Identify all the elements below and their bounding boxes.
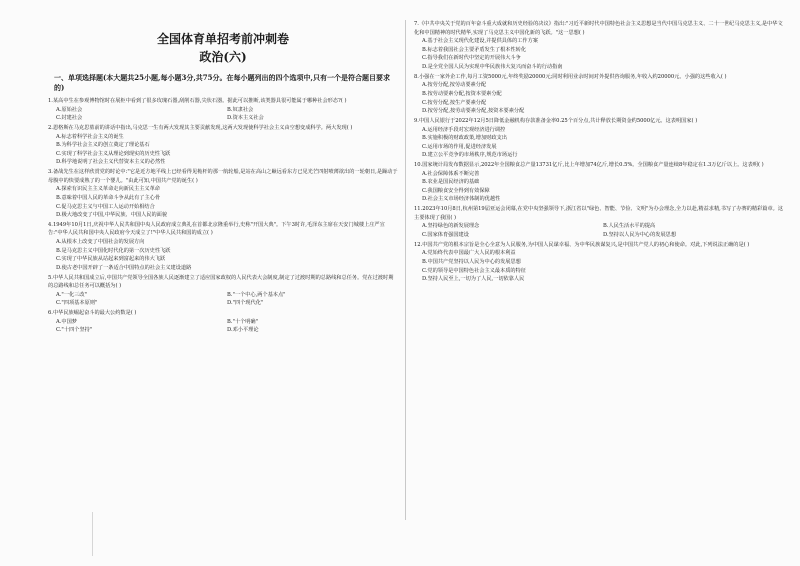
question-stem: 7.《中共中央关于党的百年奋斗重大成就和历史经验的决议》指出:"习近平新时代中国特色社会主义思想是当代中国马克思主义、二十一世纪马克思主义,是中华文化和中国精神的时代精华,实现了马克思主义中国化新的飞跃。"这一思想( ) [414,21,783,36]
answer-option: D.坚持人民至上,一切为了人民,一切依靠人民 [422,276,525,283]
answer-option: B.农业是国民经济的基础 [422,179,480,186]
option-list [414,170,784,204]
answer-option: C.国家体育强国建设 [422,232,469,238]
question-stem: 5.中华人民共和国成立后,中国共产党领导全国各族人民逐渐建立了适应国家政权的人民代表大会制度,制定了过渡时期的总路线和总任务。党在过渡时期的总路线和总任务可以概括为( ) [48,274,394,290]
answer-option: A.坚持绿色的新发展理念 [422,223,480,230]
answer-option: B.是马克思主义中国化时代化的第一次历史性飞跃 [56,247,171,254]
answer-option: D.社会主义市场经济体制的优越性 [422,196,501,203]
answer-option: A.社会保障体系不断完善 [422,170,480,177]
question-stem: 12.中国共产党的根本宗旨是全心全意为人民服务,为中国人民谋幸福、为中华民族谋复兴,是中国共产党人的初心和使命。对此,下列说法正确的是( ) [414,241,750,248]
answer-option: B.意味着中国人民的革命斗争从此有了主心骨 [56,194,161,201]
answer-option: C.封建社会 [56,115,83,122]
question-stem: 9.中国人民银行于2022年12月5日降低金融机构存款准备金率0.25个百分点,共计释放长期资金约5000亿元。这表明国家( ) [414,117,698,124]
option-list [48,133,398,167]
left-column [48,28,398,533]
question-item [414,20,784,72]
answer-option: D.坚持以人民为中心的发展思想 [603,232,677,238]
answer-option: C."十四个坚持" [56,327,93,334]
section-heading: 一、单项选择题(本大题共25小题,每小题3分,共75分。在每小题列出的四个选项中,只有一个是符合题目要求的) [54,73,390,92]
question-item [48,221,398,273]
question-item [48,168,398,220]
answer-option: B.人民生活水平的提高 [603,223,656,230]
answer-option: C.实现了科学社会主义从理论到现实的历史性飞跃 [56,150,171,157]
answer-option: A.基于社会主义现代化建设,并提供具体的工作方案 [422,38,538,45]
question-item [414,117,784,160]
answer-option: B.为科学社会主义的创立奠定了理论基石 [56,142,150,149]
answer-option: A.标志着科学社会主义的诞生 [56,133,124,140]
question-item [414,73,784,116]
option-list [48,318,398,335]
answer-option: D.是全党全国人民为实现中华民族伟大复兴而奋斗的行动指南 [422,63,563,70]
answer-option: C.党的领导是中国特色社会主义最本质的特征 [422,267,526,274]
option-list [414,222,784,239]
answer-option: A.按劳分配,按劳动要素分配 [422,82,487,89]
answer-option: C.促马克思主义与中国工人运动开始相结合 [56,203,155,210]
question-item [414,161,784,204]
right-question-list [414,20,784,284]
answer-option: D.使古老中国开辟了一条适合中国特点的社会主义建设道路 [56,264,192,271]
answer-option: A.运用经济手段对宏观经济进行调控 [422,126,506,133]
answer-option: C.我国粮食安全得到有效保障 [422,187,490,194]
answer-option: B."一个中心,两个基本点" [227,291,286,298]
answer-option: D.建立公平竞争的市场秩序,规范市场运行 [422,152,518,159]
answer-option: D."四个现代化" [227,300,264,307]
question-stem: 3.备战先生在这样欣赏党的时论中:"它是近方地平线上已经看得见桅杆的那一航轮船,是站在高山之巅远看东方已见光芒四射喷薄欲出的一轮朝日,是躁动于母腹中的快要成熟了的一个婴儿。"由此可知,中国共产党的诞生( ) [48,169,398,184]
answer-option: A.从根本上改变了中国社会的发展方向 [56,239,145,246]
answer-option: D.科学地说明了社会主义代替资本主义的必然性 [56,159,166,166]
answer-option: D.按劳分配,按劳动要素分配,按资本要素分配 [422,108,525,115]
column-divider [405,20,406,520]
page-subtitle: 政治(六) [199,50,247,64]
answer-option: B."十个明确" [227,318,258,325]
option-list [414,126,784,160]
answer-option: C.运用市场的作用,促进经济发展 [422,143,497,150]
question-stem: 6.中华民族崛起奋斗的最大公约数是( ) [48,310,137,317]
question-stem: 11.2023年10月8日,杭州第19届亚运会闭幕,在党中央坚强领导下,浙江省以"绿色、智能、节俭、文明"为办会理念,全力以赴,精益求精,书写了办赛的精彩篇章。这主要体现了我国( ) [414,206,784,221]
answer-option: A.原始社会 [56,106,83,113]
question-item [48,274,398,308]
answer-option: D.资本主义社会 [227,115,264,122]
answer-option: C."四项基本原则" [56,300,98,307]
question-stem: 4.1949年10月1日,庆祝中华人民共和国中央人民政府成立典礼在首都北京隆重举行,史称"开国大典"。下午3时许,毛泽东主席在天安门城楼上庄严宣告:"中华人民共和国中央人民政府今天成立了!"中华人民共和国的成立( ) [48,221,385,237]
option-list [48,106,398,123]
answer-option: D.极大地改变了中国,中华民族、中国人民的面貌 [56,212,168,219]
left-question-list [48,97,398,335]
option-list [414,81,784,115]
answer-option: A.探索有识民主主义革命走向新民主主义革命 [56,186,160,193]
question-stem: 2.恩格斯在马克思墓前的讲话中指出,马克思一生有两大发现其主要贡献发现,这两大发现使科学社会主义由空想变成科学。两大发现( ) [48,124,353,131]
answer-option: D.邓小平理论 [227,327,259,334]
question-stem: 8.小强在一家外企工作,每月工资5000元,年终奖励20000元;同时利用业余时间对外提供咨询服务,年收入约20000元。小强的这些收入( ) [414,73,727,80]
question-item [48,309,398,335]
answer-option: B.实施积极的财政政策,增加财政支出 [422,135,507,142]
option-list [48,238,398,272]
answer-option: C.按劳分配,按生产要素分配 [422,99,487,106]
page-title: 全国体育单招考前冲刺卷 [156,32,289,46]
answer-option: B.奴隶社会 [227,106,254,113]
answer-option: A.党始终代表中国最广大人民的根本利益 [422,250,516,257]
answer-option: A.中国梦 [56,318,77,325]
answer-option: C.指导我们在新时代中坚定的开展伟大斗争 [422,55,521,62]
answer-option: B.标志着我国社会主要矛盾发生了根本性转化 [422,46,527,53]
option-list [48,291,398,308]
question-item [48,97,398,123]
question-item [414,205,784,239]
question-stem: 1.某高中生在参观博物馆时在展柜中看到了很多玫瑰石器,刮削石器,尖状石器。据此可以推断,该类器具很可能属于哪种社会形态?( ) [48,98,347,104]
option-list [414,249,784,283]
option-list [414,37,784,71]
answer-option: A."一化三改" [56,291,87,298]
answer-option: B.按劳动要素分配,按资本要素分配 [422,90,502,97]
question-stem: 10.国家统计局发布数据显示,2022年全国粮食总产量13731亿斤,比上年增加74亿斤,增长0.5%。全国粮食产量连续8年稳定在1.3万亿斤以上。这表明( ) [414,162,764,169]
answer-option: B.中国共产党坚持以人民为中心的发展思想 [422,258,521,265]
answer-option: C.实现了中华民族从站起来到富起来的伟大飞跃 [56,256,166,263]
question-item [48,124,398,167]
question-item [414,241,784,284]
option-list [48,185,398,219]
right-column [414,20,784,516]
